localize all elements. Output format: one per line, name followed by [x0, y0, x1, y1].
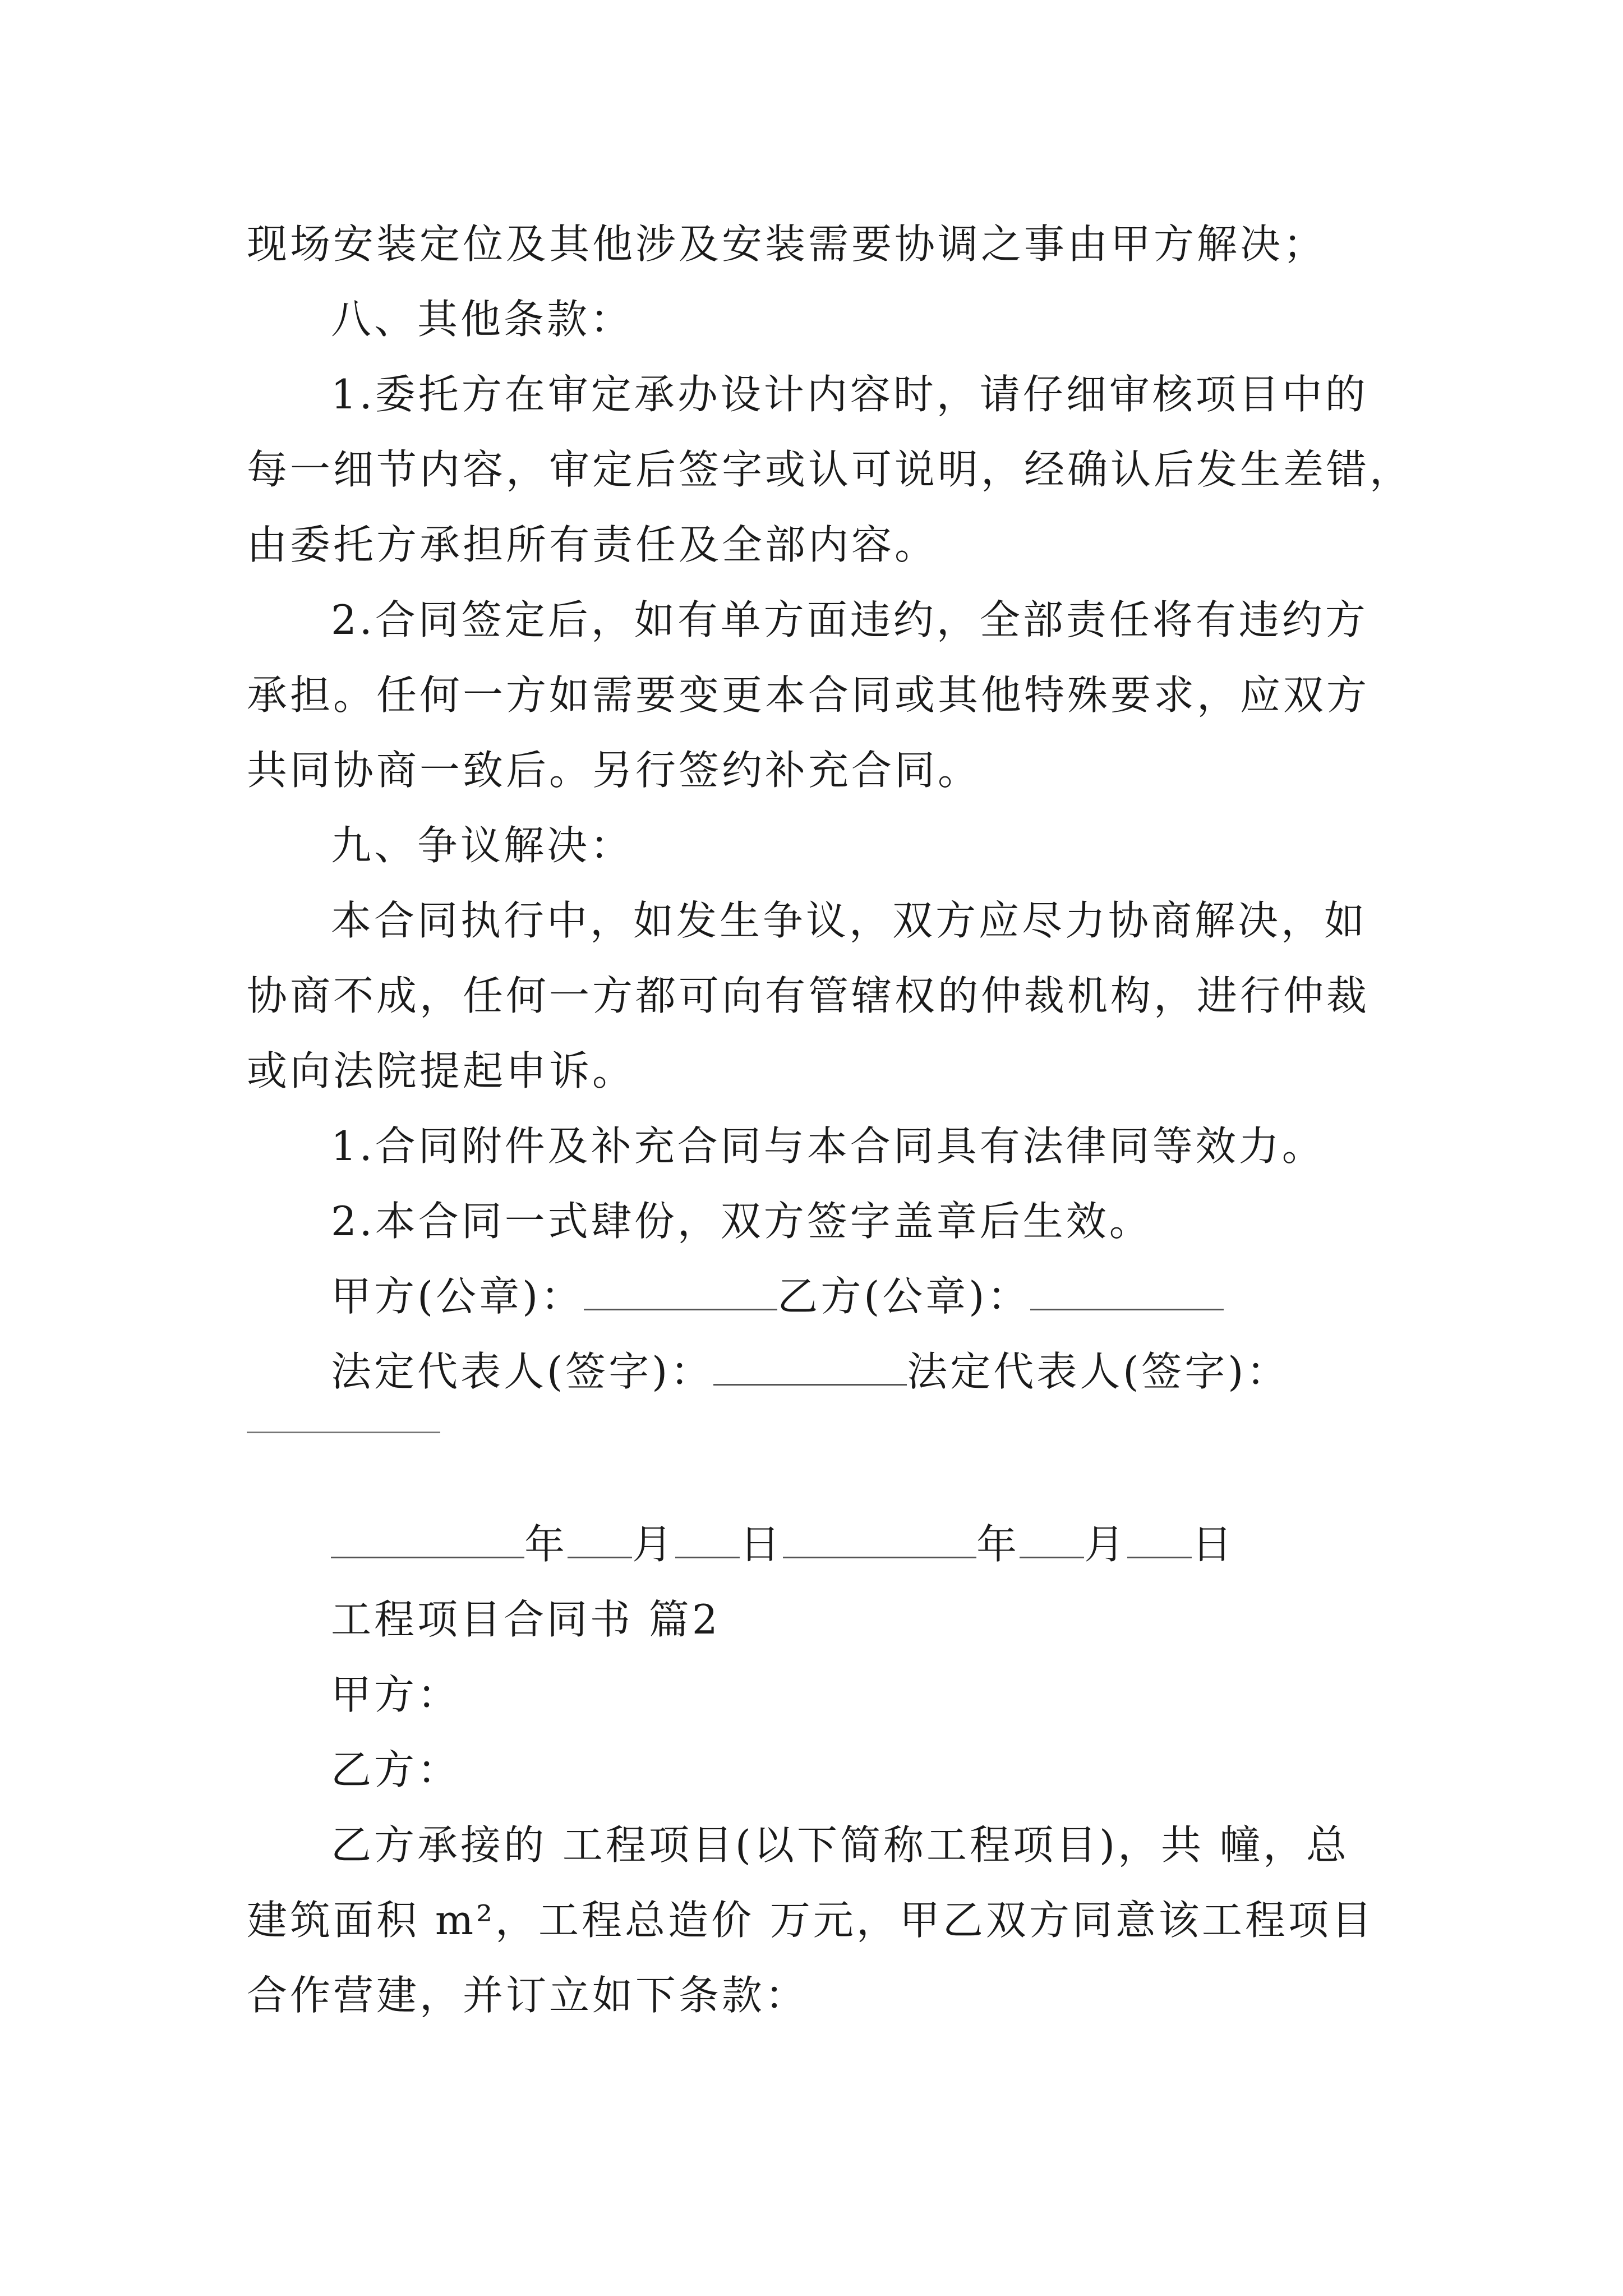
paragraph-line: 每一细节内容，审定后签字或认可说明，经确认后发生差错，	[247, 446, 1413, 493]
day-b-label: 日	[1192, 1521, 1235, 1568]
year-b-label: 年	[976, 1521, 1020, 1568]
month-b-blank	[1020, 1517, 1084, 1558]
paragraph-line: 承担。任何一方如需要变更本合同或其他特殊要求，应双方	[247, 671, 1370, 719]
day-b-blank	[1127, 1517, 1192, 1558]
rep-a-blank	[713, 1345, 907, 1386]
party-b-seal-blank	[1030, 1269, 1224, 1310]
paragraph-line: 1.合同附件及补充合同与本合同具有法律同等效力。	[331, 1122, 1325, 1170]
section2-paragraph-line: 建筑面积 m²，工程总造价 万元，甲乙双方同意该工程项目	[247, 1897, 1375, 1944]
paragraph-line: 或向法院提起申诉。	[247, 1047, 636, 1094]
paragraph-line: 协商不成，任何一方都可向有管辖权的仲裁机构，进行仲裁	[247, 972, 1370, 1019]
paragraph-line: 2.本合同一式肆份，双方签字盖章后生效。	[331, 1198, 1152, 1245]
year-b-blank	[783, 1517, 976, 1558]
rep-b-label: 法定代表人(签字)：	[907, 1348, 1290, 1395]
party-a-seal-blank	[584, 1269, 777, 1310]
section-heading-other-terms: 八、其他条款：	[331, 296, 634, 343]
rep-b-blank	[247, 1432, 440, 1433]
paragraph-line: 由委托方承担所有责任及全部内容。	[247, 521, 938, 568]
paragraph-line: 本合同执行中，如发生争议，双方应尽力协商解决，如	[331, 897, 1368, 944]
section2-paragraph-line: 乙方承接的 工程项目(以下简称工程项目)，共 幢，总	[331, 1821, 1349, 1869]
paragraph-line: 共同协商一致后。另行签约补充合同。	[247, 747, 981, 794]
party-b-seal-label: 乙方(公章)：	[777, 1273, 1031, 1320]
month-a-label: 月	[632, 1521, 676, 1568]
paragraph-line: 2.合同签定后，如有单方面违约，全部责任将有违约方	[331, 596, 1368, 643]
date-line	[247, 1507, 1391, 1582]
month-a-blank	[568, 1517, 632, 1558]
paragraph-line: 现场安装定位及其他涉及安装需要协调之事由甲方解决；	[247, 220, 1327, 268]
party-a-seal-label: 甲方(公章)：	[331, 1273, 584, 1320]
section2-party-b: 乙方：	[331, 1746, 461, 1793]
section-heading-dispute: 九、争议解决：	[331, 822, 634, 869]
seal-line	[247, 1259, 1391, 1334]
day-a-label: 日	[740, 1521, 783, 1568]
rep-a-label: 法定代表人(签字)：	[331, 1348, 714, 1395]
day-a-blank	[675, 1517, 740, 1558]
paragraph-line: 1.委托方在审定承办设计内容时，请仔细审核项目中的	[331, 371, 1368, 418]
section2-title: 工程项目合同书 篇2	[331, 1596, 721, 1643]
section2-party-a: 甲方：	[331, 1671, 461, 1718]
year-a-blank	[331, 1517, 524, 1558]
rep-b-blank-line	[247, 1432, 1391, 1507]
year-a-label: 年	[524, 1521, 568, 1568]
document-body	[247, 206, 1413, 2033]
representative-line	[247, 1334, 1391, 1409]
section2-paragraph-line: 合作营建，并订立如下条款：	[247, 1972, 809, 2019]
month-b-label: 月	[1084, 1521, 1128, 1568]
